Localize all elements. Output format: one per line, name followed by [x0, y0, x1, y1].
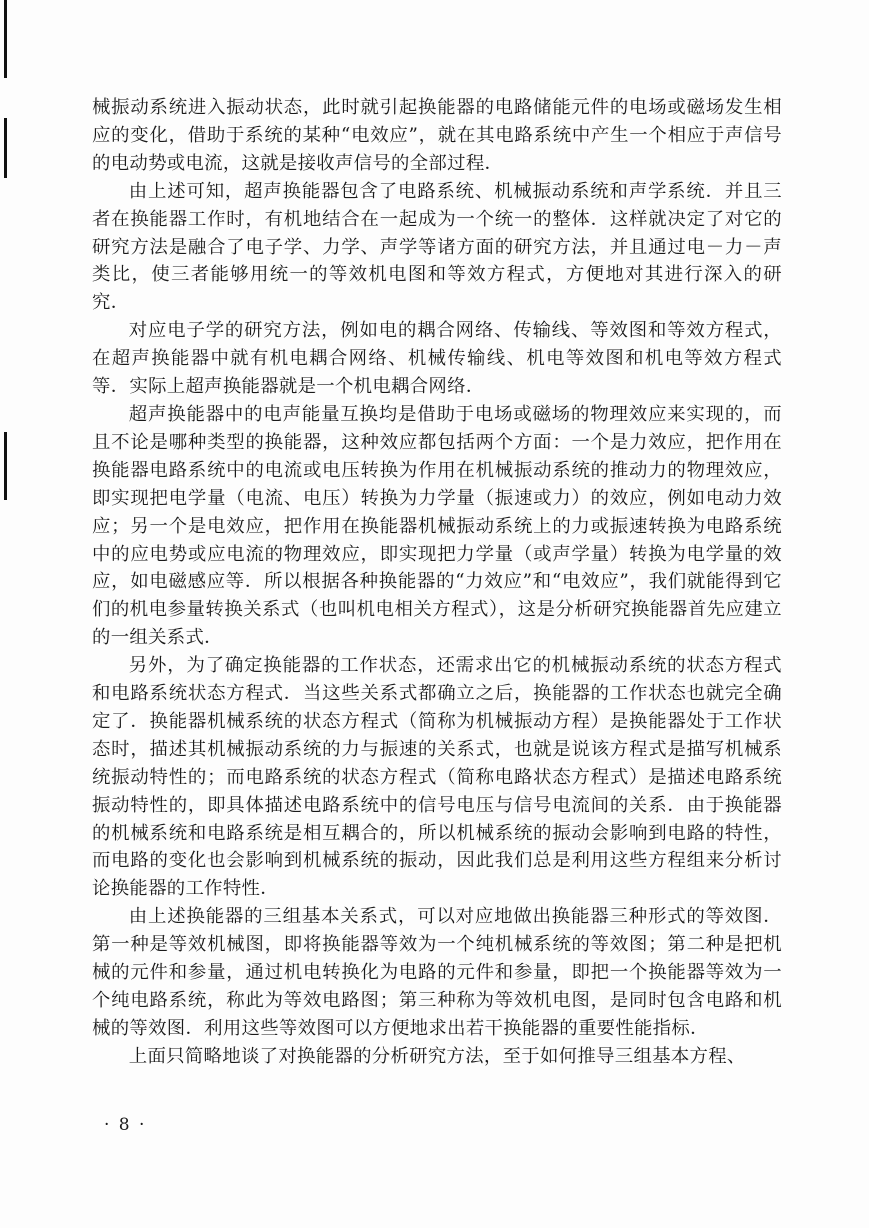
- paragraph: 械振动系统进入振动状态，此时就引起换能器的电路储能元件的电场或磁场发生相应的变化，借助于系统的某种“电效应”，就在其电路系统中产生一个相应于声信号的电动势或电流，这就是接收声信号的全部过程．: [92, 97, 782, 174]
- body-text: [92, 94, 782, 1071]
- page-number: · 8 ·: [104, 1115, 147, 1135]
- margin-bar: [4, 432, 7, 500]
- paragraph: 上面只简略地谈了对换能器的分析研究方法，至于如何推导三组基本方程、: [128, 1045, 746, 1067]
- margin-bar: [4, 118, 7, 178]
- paragraph: 对应电子学的研究方法，例如电的耦合网络、传输线、等效图和等效方程式，在超声换能器中就有机电耦合网络、机械传输线、机电等效图和机电等效方程式等．实际上超声换能器就是一个机电耦合网络．: [92, 320, 782, 398]
- paragraph: 由上述换能器的三组基本关系式，可以对应地做出换能器三种形式的等效图．第一种是等效机械图，即将换能器等效为一个纯机械系统的等效图；第二种是把机械的元件和参量，通过机电转换化为电路的元件和参量，即把一个换能器等效为一个纯电路系统，称此为等效电路图；第三种称为等效机电图，是同时包含电路和机械的等效图．利用这些等效图可以方便地求出若干换能器的重要性能指标．: [92, 906, 782, 1039]
- paragraph: 超声换能器中的电声能量互换均是借助于电场或磁场的物理效应来实现的，而且不论是哪种类型的换能器，这种效应都包括两个方面：一个是力效应，把作用在换能器电路系统中的电流或电压转换为作用在机械振动系统的推动力的物理效应，即实现把电学量（电流、电压）转换为力学量（振速或力）的效应，例如电动力效应；另一个是电效应，把作用在换能器机械振动系统上的力或振速转换为电路系统中的应电势或应电流的物理效应，即实现把力学量（或声学量）转换为电学量的效应，如电磁感应等．所以根据各种换能器的“力效应”和“电效应”，我们就能得到它们的机电参量转换关系式（也叫机电相关方程式），这是分析研究换能器首先应建立的一组关系式．: [92, 403, 782, 649]
- margin-bar: [4, 0, 7, 78]
- paragraph: 另外，为了确定换能器的工作状态，还需求出它的机械振动系统的状态方程式和电路系统状态方程式．当这些关系式都确立之后，换能器的工作状态也就完全确定了．换能器机械系统的状态方程式（简称为机械振动方程）是换能器处于工作状态时，描述其机械振动系统的力与振速的关系式，也就是说该方程式是描写机械系统振动特性的；而电路系统的状态方程式（简称电路状态方程式）是描述电路系统振动特性的，即具体描述电路系统中的信号电压与信号电流间的关系．由于换能器的机械系统和电路系统是相互耦合的，所以机械系统的振动会影响到电路的特性，而电路的变化也会影响到机械系统的振动，因此我们总是利用这些方程组来分析讨论换能器的工作特性．: [92, 655, 782, 900]
- paragraph: 由上述可知，超声换能器包含了电路系统、机械振动系统和声学系统．并且三者在换能器工作时，有机地结合在一起成为一个统一的整体．这样就决定了对它的研究方法是融合了电子学、力学、声学等诸方面的研究方法，并且通过电－力－声类比，使三者能够用统一的等效机电图和等效方程式，方便地对其进行深入的研究．: [92, 180, 782, 314]
